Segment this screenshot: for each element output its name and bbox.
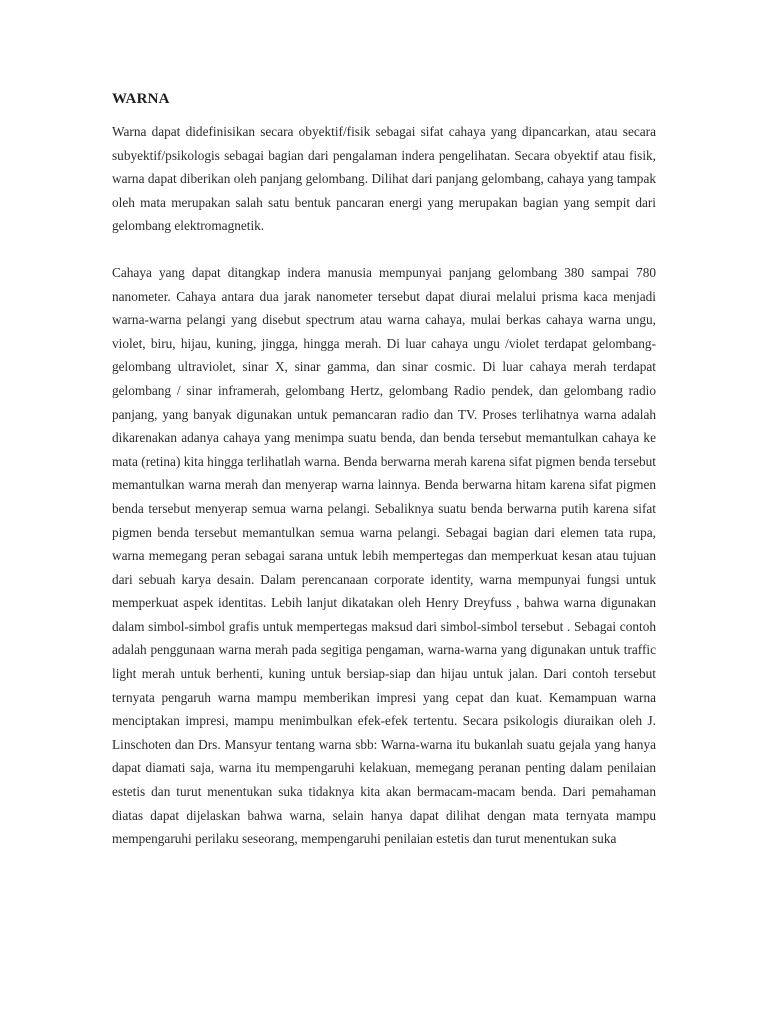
paragraph-definition: Warna dapat didefinisikan secara obyektif/fisik sebagai sifat cahaya yang dipancarkan, atau secara subyektif/psikologis sebagai bagian dari pengalaman indera pengelihatan. Secara obyektif atau fisik, warna dapat diberikan oleh panjang gelombang. Dilihat dari panjang gelombang, cahaya yang tampak oleh mata merupakan salah satu bentuk pancaran energi yang merupakan bagian yang sempit dari gelombang elektromagnetik. (112, 124, 656, 234)
document-title: WARNA (112, 91, 170, 107)
paragraph-light-spectrum: Cahaya yang dapat ditangkap indera manusia mempunyai panjang gelombang 380 sampai 780 nanometer. Cahaya antara dua jarak nanometer tersebut dapat diurai melalui prisma kaca menjadi warna-warna pelangi yang disebut spectrum atau warna cahaya, mulai berkas cahaya warna ungu, violet, biru, hijau, kuning, jingga, hingga merah. Di luar cahaya ungu /violet terdapat gelombang-gelombang ultraviolet, sinar X, sinar gamma, dan sinar cosmic. Di luar cahaya merah terdapat gelombang / sinar inframerah, gelombang Hertz, gelombang Radio pendek, dan gelombang radio panjang, yang banyak digunakan untuk pemancaran radio dan TV. Proses terlihatnya warna adalah dikarenakan adanya cahaya yang menimpa suatu benda, dan benda tersebut memantulkan cahaya ke mata (retina) kita hingga terlihatlah warna. Benda berwarna merah karena sifat pigmen benda tersebut memantulkan warna merah dan menyerap warna lainnya. Benda berwarna hitam karena sifat pigmen benda tersebut menyerap semua warna pelangi. Sebaliknya suatu benda berwarna putih karena sifat pigmen benda tersebut memantulkan semua warna pelangi. Sebagai bagian dari elemen tata rupa, warna memegang peran sebagai sarana untuk lebih mempertegas dan memperkuat kesan atau tujuan dari sebuah karya desain. Dalam perencanaan corporate identity, warna mempunyai fungsi untuk memperkuat aspek identitas. Lebih lanjut dikatakan oleh Henry Dreyfuss , bahwa warna digunakan dalam simbol-simbol grafis untuk mempertegas maksud dari simbol-simbol tersebut . Sebagai contoh adalah penggunaan warna merah pada segitiga pengaman, warna-warna yang digunakan untuk traffic light merah untuk berhenti, kuning untuk bersiap-siap dan hijau untuk jalan. Dari contoh tersebut ternyata pengaruh warna mampu memberikan impresi yang cepat dan kuat. Kemampuan warna menciptakan impresi, mampu menimbulkan efek-efek tertentu. Secara psikologis diuraikan oleh J. Linschoten dan Drs. Mansyur tentang warna sbb: Warna-warna itu bukanlah suatu gejala yang hanya dapat diamati saja, warna itu mempengaruhi kelakuan, memegang peranan penting dalam penilaian estetis dan turut menentukan suka tidaknya kita akan bermacam-macam benda. Dari pemahaman diatas dapat dijelaskan bahwa warna, selain hanya dapat dilihat dengan mata ternyata mampu mempengaruhi perilaku seseorang, mempengaruhi penilaian estetis dan turut menentukan suka (112, 264, 656, 847)
document-body (112, 88, 656, 851)
